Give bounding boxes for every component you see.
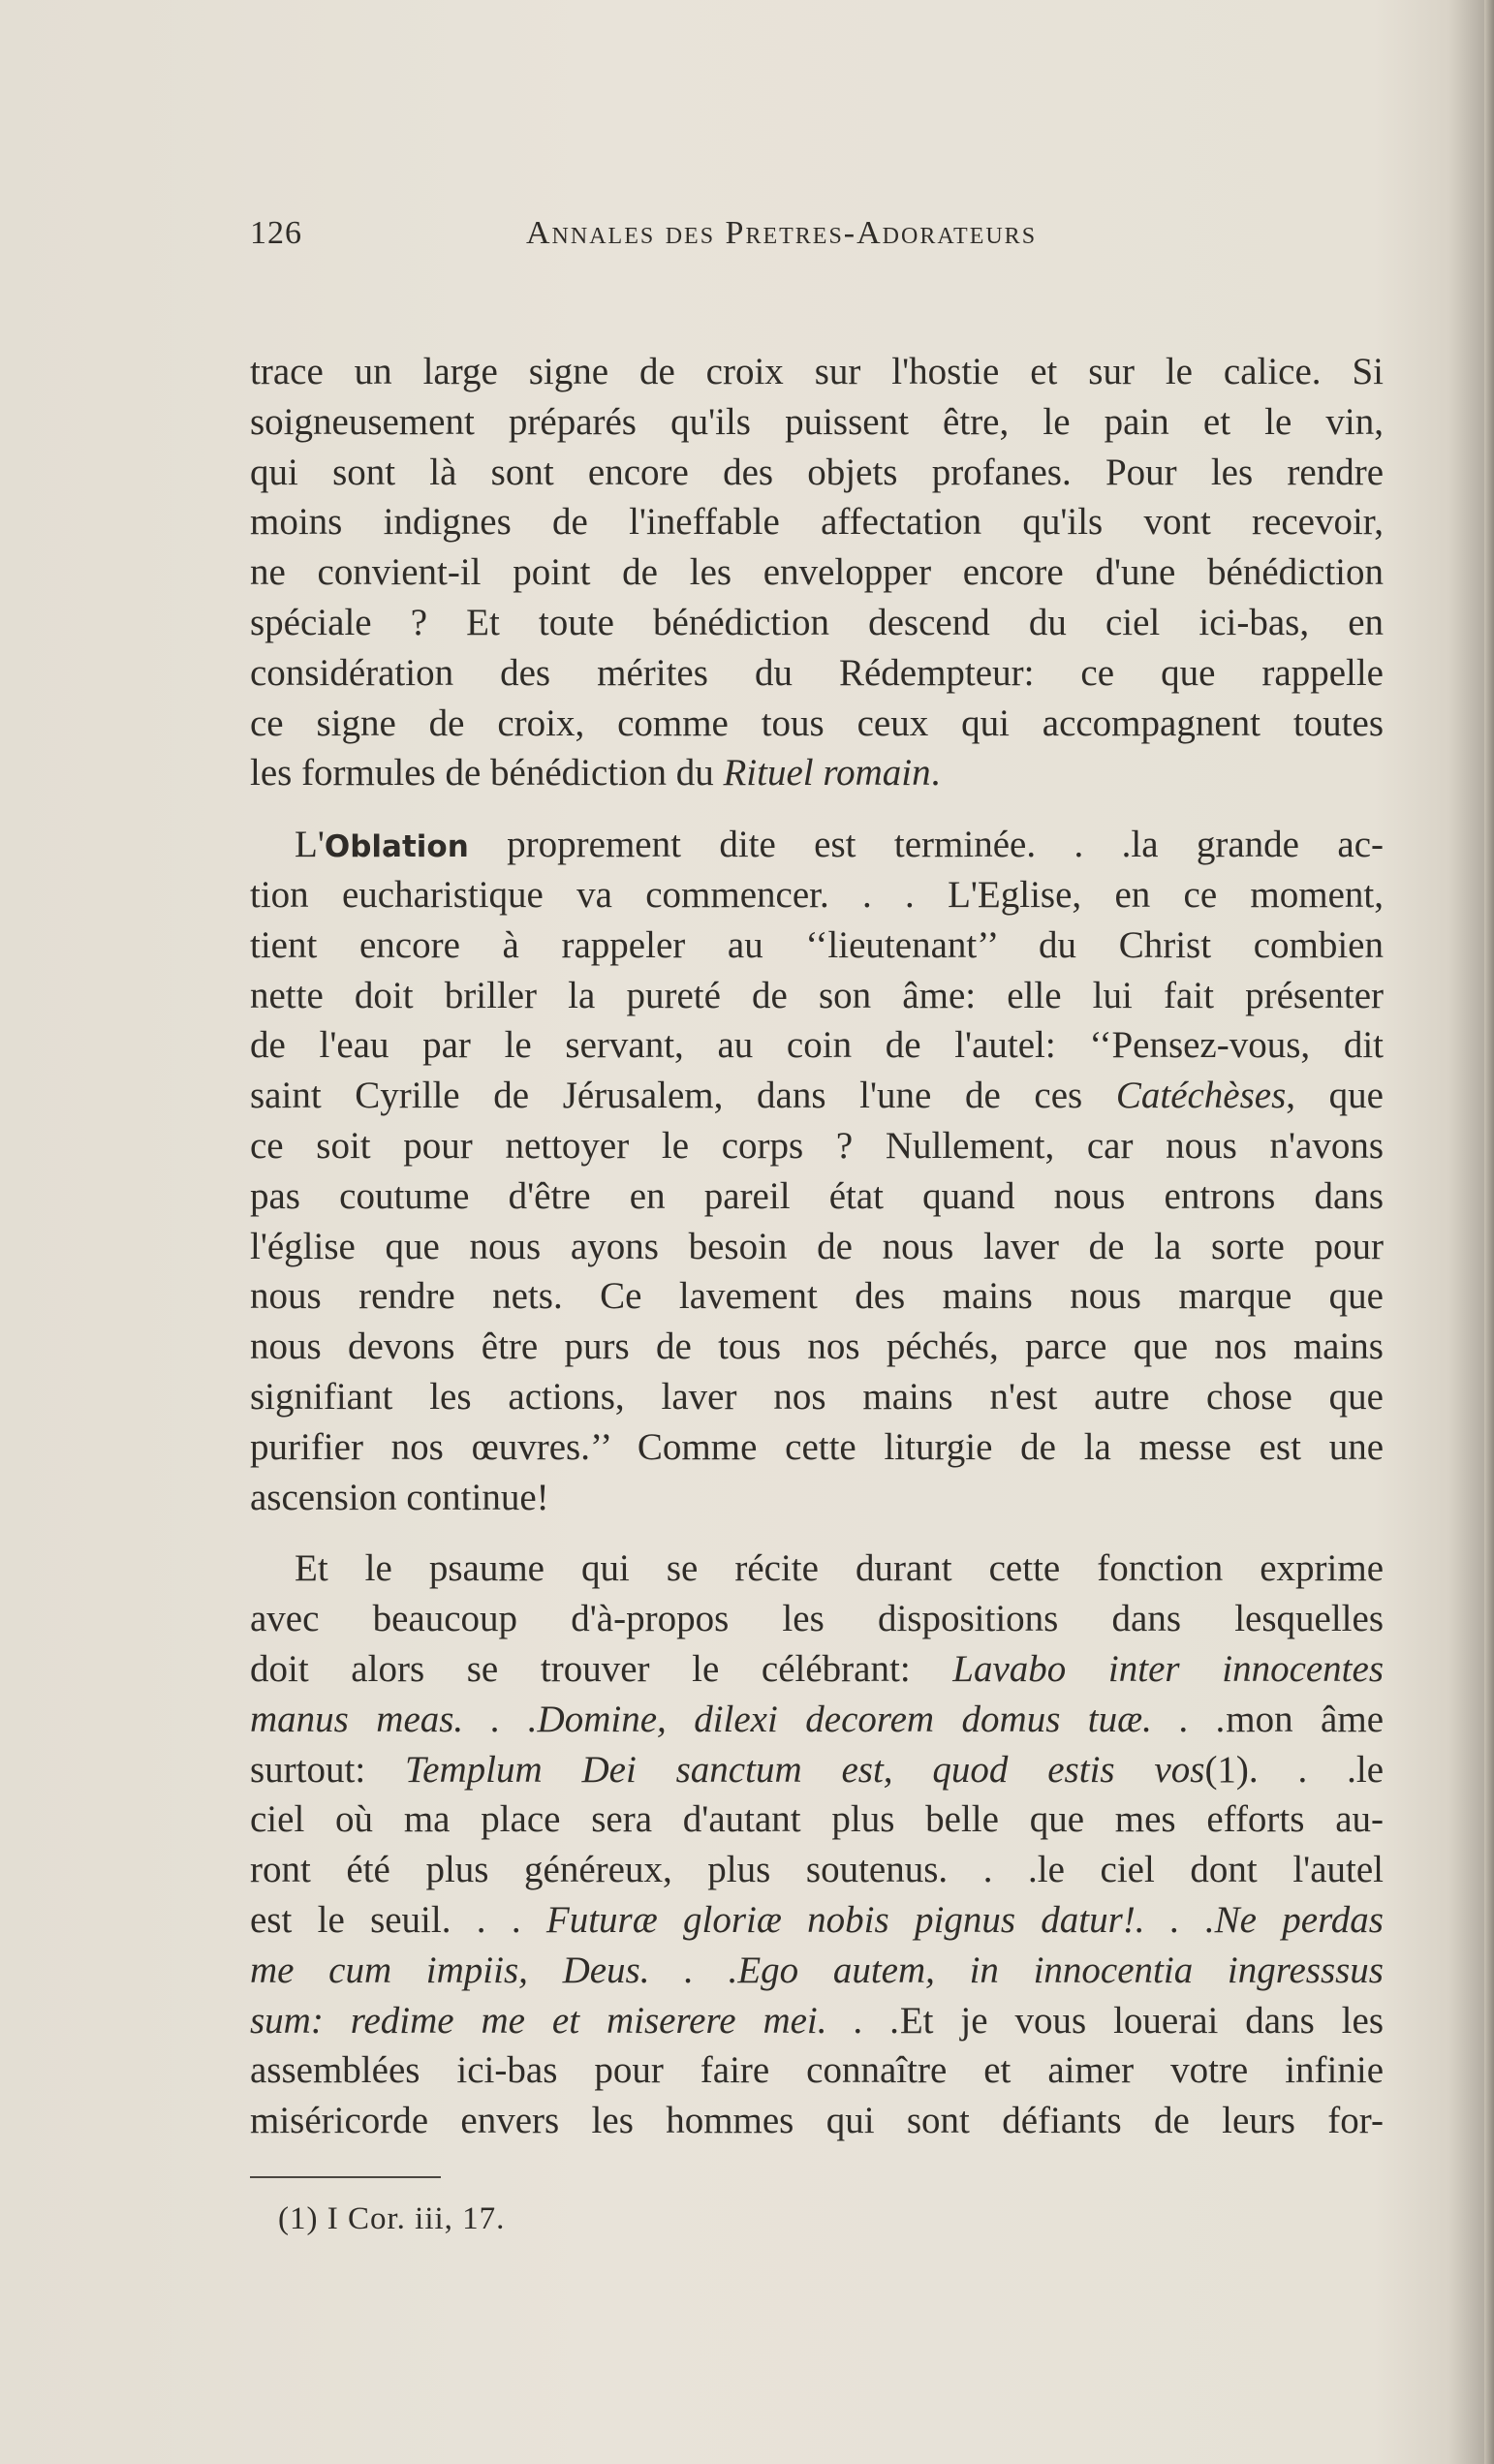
text-line: sum: redime me et miserere mei. . .Et je vous louerai dans les [250,1999,1384,2042]
page-edge [1484,0,1494,2464]
paragraph [250,347,1384,798]
paragraph [250,820,1384,1522]
bold-term: Oblation [324,829,469,865]
text-line: tion eucharistique va commencer. . . L'Eglise, en ce moment, [250,873,1384,916]
text-line: les formules de bénédiction du Rituel romain. [250,752,941,795]
text-line: trace un large signe de croix sur l'hostie et sur le calice. Si [250,351,1384,392]
text-line: signifiant les actions, laver nos mains n'est autre chose que [250,1375,1384,1418]
page-header [250,215,1384,264]
text-line: ne convient-il point de les envelopper encore d'une bénédiction [250,551,1384,594]
footnote: (1) I Cor. iii, 17. [278,2201,506,2236]
text-line: nous devons être purs de tous nos péchés, parce que nos mains [250,1326,1384,1368]
latin-quote: manus meas. . .Domine, dilexi decorem domus tuæ. . . [250,1698,1227,1740]
text-line: ciel où ma place sera d'autant plus belle que mes efforts au- [250,1798,1384,1841]
latin-quote: Futuræ gloriæ nobis pignus datur!. . .Ne perdas [545,1898,1384,1941]
text-line: ront été plus généreux, plus soutenus. . .le ciel dont l'autel [250,1849,1384,1891]
text-line: manus meas. . .Domine, dilexi decorem domus tuæ. . .mon âme [250,1698,1385,1740]
text-line: surtout: Templum Dei sanctum est, quod estis vos(1). . .le [250,1748,1385,1791]
latin-quote: sum: redime me et miserere mei. . . [250,1999,900,2042]
page-number: 126 [250,215,302,251]
text-line: qui sont là sont encore des objets profanes. Pour les rendre [250,451,1384,493]
text-line: ce soit pour nettoyer le corps ? Nullement, car nous n'avons [250,1124,1384,1167]
text-line: Et le psaume qui se récite durant cette fonction exprime [295,1547,1384,1590]
latin-quote: me cum impiis, Deus. . .Ego autem, in innocentia ingresssus [250,1949,1384,1991]
text-line: miséricorde envers les hommes qui sont défiants de leurs for- [250,2100,1384,2142]
text-line: purifier nos œuvres.’’ Comme cette liturgie de la messe est une [250,1425,1384,1468]
text-line: l'église que nous ayons besoin de nous laver de la sorte pour [250,1225,1384,1267]
text-line: moins indignes de l'ineffable affectation qu'ils vont recevoir, [250,501,1384,544]
text-line: avec beaucoup d'à-propos les dispositions dans lesquelles [250,1598,1384,1640]
text-line: soigneusement préparés qu'ils puissent être, le pain et le vin, [250,400,1384,443]
paragraph [250,1544,1384,2146]
text-line [250,1946,1384,1996]
text-line: doit alors se trouver le célébrant: Lavabo inter innocentes [250,1647,1385,1690]
text-line: ascension continue! [250,1476,549,1518]
text-line: de l'eau par le servant, au coin de l'autel: ‘‘Pensez-vous, dit [250,1024,1384,1067]
footnote-rule [250,2176,441,2178]
body-text [250,347,1384,2146]
text-line: est le seuil. . . Futuræ gloriæ nobis pignus datur!. . .Ne perdas [250,1898,1384,1941]
text-line: tient encore à rappeler au ‘‘lieutenant’’ du Christ combien [250,923,1384,966]
text-line: spéciale ? Et toute bénédiction descend du ciel ici-bas, en [250,601,1384,643]
italic-title: Rituel romain [723,752,931,795]
text-line: considération des mérites du Rédempteur: ce que rappelle [250,651,1384,694]
text-line: nette doit briller la pureté de son âme: elle lui fait présenter [250,974,1384,1016]
text-line: L'Oblation proprement dite est terminée. . .la grande ac- [295,824,1384,866]
latin-quote: Templum Dei sanctum est, quod estis vos [405,1748,1205,1791]
text-line: nous rendre nets. Ce lavement des mains nous marque que [250,1275,1384,1318]
text-line: saint Cyrille de Jérusalem, dans l'une de ces Catéchèses, que [250,1075,1384,1117]
latin-quote: Lavabo inter innocentes [952,1647,1385,1690]
text-line: ce signe de croix, comme tous ceux qui accompagnent toutes [250,702,1384,744]
italic-title: Catéchèses [1115,1075,1287,1117]
running-title: Annales des Pretres-Adorateurs [526,215,1038,251]
text-line: assemblées ici-bas pour faire connaître et aimer votre infinie [250,2049,1384,2092]
text-line: pas coutume d'être en pareil état quand nous entrons dans [250,1174,1384,1217]
